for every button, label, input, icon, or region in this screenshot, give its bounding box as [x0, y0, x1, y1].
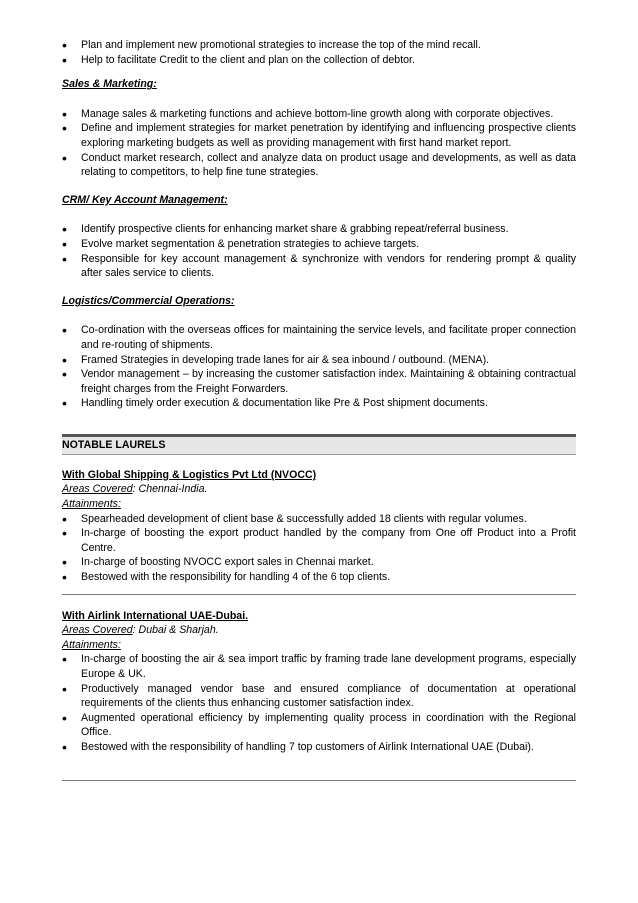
- list-item: • Manage sales & marketing functions and achieve bottom-line growth along with corporate objectives.: [62, 107, 576, 122]
- list-item: • Bestowed with the responsibility for handling 4 of the 6 top clients.: [62, 570, 576, 585]
- areas-covered: [62, 623, 576, 638]
- list-item: • Framed Strategies in developing trade lanes for air & sea inbound / outbound. (MENA).: [62, 353, 576, 368]
- list-item: • Conduct market research, collect and analyze data on product usage and developments, as well as data relating to competitors, to help fine tune strategies.: [62, 151, 576, 180]
- list-item: • Productively managed vendor base and ensured compliance of documentation at operational requirements of the clients thus enhancing customer satisfaction index.: [62, 682, 576, 711]
- list-item: • In-charge of boosting NVOCC export sales in Chennai market.: [62, 555, 576, 570]
- notable-laurels-title: NOTABLE LAURELS: [62, 438, 166, 451]
- list-item: • Evolve market segmentation & penetration strategies to achieve targets.: [62, 237, 576, 252]
- list-item: • Define and implement strategies for market penetration by identifying and influencing prospective clients exploring marketing budgets as well as providing management with first hand market report.: [62, 121, 576, 150]
- list-item: • Spearheaded development of client base & successfully added 18 clients with regular volumes.: [62, 512, 576, 527]
- list-item: • Handling timely order execution & documentation like Pre & Post shipment documents.: [62, 396, 576, 411]
- global-shipping-list: [62, 512, 576, 585]
- notable-laurels-header: [62, 434, 576, 455]
- attainments-row: [62, 497, 576, 512]
- top-bullet-list: [62, 38, 576, 67]
- airlink-list: [62, 652, 576, 754]
- areas-covered: [62, 482, 576, 497]
- areas-covered-label: Areas Covered: [62, 483, 133, 496]
- areas-covered-value: : Dubai & Sharjah.: [132, 624, 219, 637]
- crm-list: [62, 222, 576, 280]
- company-title-global-shipping: With Global Shipping & Logistics Pvt Ltd (NVOCC): [62, 468, 317, 481]
- list-item: • In-charge of boosting the export product handled by the company from One off Product into a Profit Centre.: [62, 526, 576, 555]
- attainments-label: Attainments:: [62, 498, 121, 511]
- divider: [62, 780, 576, 781]
- section-title-sales-marketing: Sales & Marketing:: [62, 78, 157, 91]
- section-title-crm: CRM/ Key Account Management:: [62, 193, 228, 206]
- list-item: • Identify prospective clients for enhancing market share & grabbing repeat/referral business.: [62, 222, 576, 237]
- attainments-label: Attainments:: [62, 638, 121, 651]
- list-item: • Help to facilitate Credit to the client and plan on the collection of debtor.: [62, 53, 576, 68]
- list-item: • Augmented operational efficiency by implementing quality process in coordination with the Regional Office.: [62, 711, 576, 740]
- list-item: • In-charge of boosting the air & sea import traffic by framing trade lane development programs, especially Europe & UK.: [62, 652, 576, 681]
- areas-covered-label: Areas Covered: [62, 624, 133, 637]
- section-title-logistics: Logistics/Commercial Operations:: [62, 294, 235, 307]
- logistics-list: [62, 323, 576, 411]
- list-item: • Plan and implement new promotional strategies to increase the top of the mind recall.: [62, 38, 576, 53]
- list-item: • Co-ordination with the overseas offices for maintaining the service levels, and facilitate proper connection and re-routing of shipments.: [62, 323, 576, 352]
- list-item: • Vendor management – by increasing the customer satisfaction index. Maintaining & obtaining contractual freight charges from the Freight Forwarders.: [62, 367, 576, 396]
- resume-page: [62, 38, 576, 781]
- sales-marketing-list: [62, 107, 576, 180]
- areas-covered-value: : Chennai-India.: [132, 483, 208, 496]
- attainments-row: [62, 638, 576, 653]
- company-title-airlink: With Airlink International UAE-Dubai.: [62, 609, 249, 622]
- list-item: • Bestowed with the responsibility of handling 7 top customers of Airlink International UAE (Dubai).: [62, 740, 576, 755]
- list-item: • Responsible for key account management & synchronize with vendors for rendering prompt & quality after sales service to clients.: [62, 252, 576, 281]
